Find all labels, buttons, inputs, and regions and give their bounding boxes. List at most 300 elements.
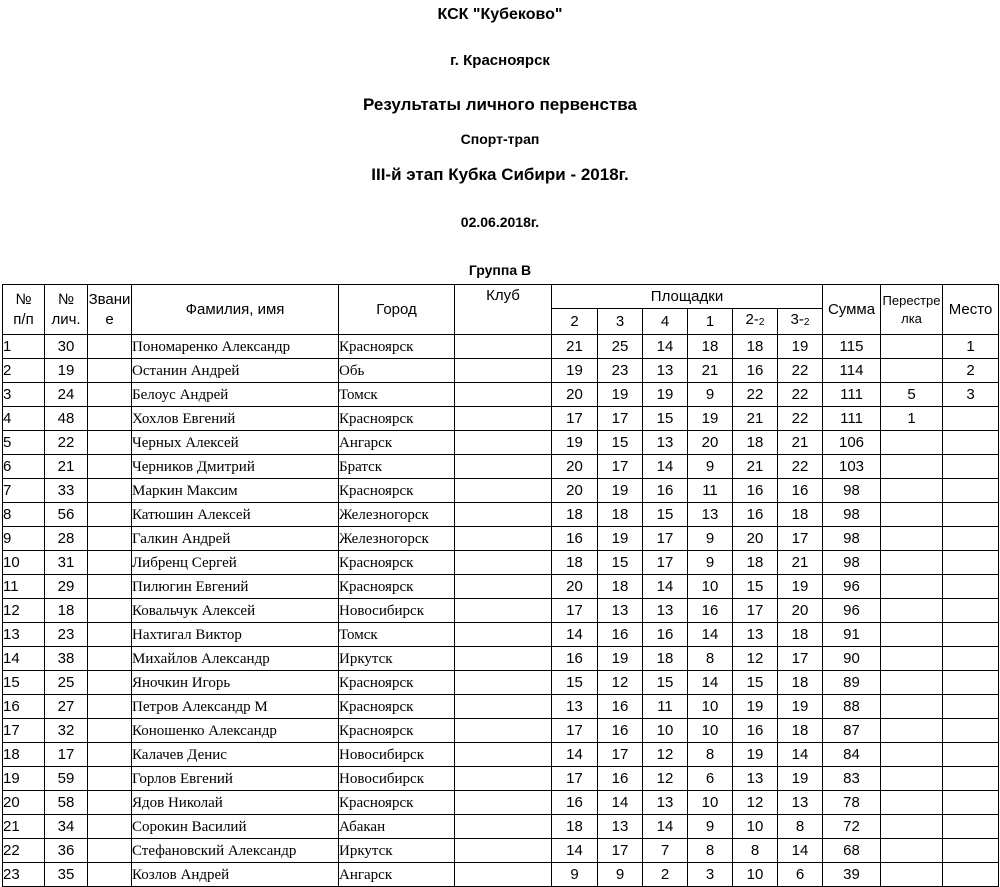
cell-license: 19 xyxy=(45,359,88,383)
cell-range-4: 20 xyxy=(688,431,733,455)
cell-range-1: 13 xyxy=(552,695,598,719)
cell-number: 5 xyxy=(3,431,45,455)
cell-city: Томск xyxy=(339,383,455,407)
cell-name: Горлов Евгений xyxy=(132,767,339,791)
cell-rank xyxy=(88,863,132,887)
cell-range-6: 22 xyxy=(778,407,823,431)
cell-range-5: 12 xyxy=(733,647,778,671)
cell-place xyxy=(943,719,999,743)
cell-sum: 91 xyxy=(823,623,881,647)
cell-place xyxy=(943,767,999,791)
col-header-name: Фамилия, имя xyxy=(132,285,339,335)
col-header-range-5: $2-_2$ xyxy=(733,309,778,335)
cell-range-2: 23 xyxy=(598,359,643,383)
cell-range-6: 14 xyxy=(778,743,823,767)
cell-range-1: 18 xyxy=(552,551,598,575)
cell-range-5: 18 xyxy=(733,335,778,359)
cell-number: 22 xyxy=(3,839,45,863)
club-name: КСК "Кубеково" xyxy=(437,6,563,23)
cell-name: Козлов Андрей xyxy=(132,863,339,887)
cell-sum: 114 xyxy=(823,359,881,383)
cell-range-4: 13 xyxy=(688,503,733,527)
table-row xyxy=(3,407,999,431)
col-header-license xyxy=(45,285,88,335)
cell-range-6: 17 xyxy=(778,647,823,671)
cell-range-3: 13 xyxy=(643,599,688,623)
cell-name: Черников Дмитрий xyxy=(132,455,339,479)
cell-city: Красноярск xyxy=(339,695,455,719)
cell-shootoff xyxy=(881,359,943,383)
cell-range-4: 18 xyxy=(688,335,733,359)
cell-shootoff xyxy=(881,479,943,503)
cell-sum: 106 xyxy=(823,431,881,455)
cell-range-4: 16 xyxy=(688,599,733,623)
cell-range-2: 14 xyxy=(598,791,643,815)
col-header-shootoff xyxy=(881,285,943,335)
cell-range-6: 20 xyxy=(778,599,823,623)
cell-city: Новосибирск xyxy=(339,767,455,791)
cell-city: Красноярск xyxy=(339,479,455,503)
cell-number: 17 xyxy=(3,719,45,743)
table-row xyxy=(3,503,999,527)
cell-number: 3 xyxy=(3,383,45,407)
cell-number: 19 xyxy=(3,767,45,791)
cell-range-2: 19 xyxy=(598,383,643,407)
cell-name: Маркин Максим xyxy=(132,479,339,503)
cell-range-2: 18 xyxy=(598,575,643,599)
cell-range-3: 14 xyxy=(643,815,688,839)
cell-rank xyxy=(88,503,132,527)
cell-shootoff xyxy=(881,455,943,479)
cell-name: Галкин Андрей xyxy=(132,527,339,551)
cell-range-3: 10 xyxy=(643,719,688,743)
cell-sum: 39 xyxy=(823,863,881,887)
cell-place xyxy=(943,671,999,695)
cell-license: 48 xyxy=(45,407,88,431)
cell-range-6: 8 xyxy=(778,815,823,839)
cell-shootoff xyxy=(881,791,943,815)
cell-shootoff xyxy=(881,599,943,623)
cell-number: 10 xyxy=(3,551,45,575)
cell-range-5: 19 xyxy=(733,743,778,767)
cell-range-5: 8 xyxy=(733,839,778,863)
cell-range-4: 10 xyxy=(688,719,733,743)
cell-range-2: 17 xyxy=(598,839,643,863)
cell-range-3: 15 xyxy=(643,503,688,527)
cell-range-2: 15 xyxy=(598,431,643,455)
cell-range-1: 20 xyxy=(552,383,598,407)
cell-range-5: 13 xyxy=(733,623,778,647)
cell-license: 18 xyxy=(45,599,88,623)
cell-range-1: 14 xyxy=(552,623,598,647)
cell-range-4: 21 xyxy=(688,359,733,383)
cell-range-3: 13 xyxy=(643,791,688,815)
cell-sum: 84 xyxy=(823,743,881,767)
cell-license: 29 xyxy=(45,575,88,599)
cell-range-1: 17 xyxy=(552,767,598,791)
cell-range-4: 9 xyxy=(688,527,733,551)
cell-number: 1 xyxy=(3,335,45,359)
cell-shootoff: 5 xyxy=(881,383,943,407)
cell-place xyxy=(943,743,999,767)
cell-city: Абакан xyxy=(339,815,455,839)
cell-range-2: 15 xyxy=(598,551,643,575)
table-row xyxy=(3,599,999,623)
cell-range-2: 13 xyxy=(598,815,643,839)
cell-club xyxy=(455,647,552,671)
cell-range-6: 19 xyxy=(778,335,823,359)
cell-rank xyxy=(88,719,132,743)
cell-range-4: 8 xyxy=(688,839,733,863)
cell-rank xyxy=(88,455,132,479)
cell-sum: 98 xyxy=(823,527,881,551)
col-header-range-3: 4 xyxy=(643,309,688,335)
cell-sum: 111 xyxy=(823,407,881,431)
cell-sum: 103 xyxy=(823,455,881,479)
table-row xyxy=(3,743,999,767)
cell-number: 9 xyxy=(3,527,45,551)
col-header-license-line1: № xyxy=(57,290,75,308)
cell-range-3: 13 xyxy=(643,431,688,455)
cell-range-1: 17 xyxy=(552,599,598,623)
cell-license: 21 xyxy=(45,455,88,479)
cell-range-3: 12 xyxy=(643,767,688,791)
cell-number: 2 xyxy=(3,359,45,383)
cell-range-1: 9 xyxy=(552,863,598,887)
cell-club xyxy=(455,335,552,359)
cell-range-6: 21 xyxy=(778,551,823,575)
cell-license: 35 xyxy=(45,863,88,887)
cell-range-4: 9 xyxy=(688,551,733,575)
cell-range-4: 8 xyxy=(688,647,733,671)
col-header-sum: Сумма xyxy=(823,285,881,335)
cell-range-6: 22 xyxy=(778,359,823,383)
cell-range-3: 18 xyxy=(643,647,688,671)
cell-range-3: 11 xyxy=(643,695,688,719)
cell-place xyxy=(943,431,999,455)
cell-rank xyxy=(88,743,132,767)
cell-range-1: 14 xyxy=(552,743,598,767)
cell-number: 8 xyxy=(3,503,45,527)
cell-name: Хохлов Евгений xyxy=(132,407,339,431)
cell-number: 12 xyxy=(3,599,45,623)
cell-rank xyxy=(88,839,132,863)
cell-shootoff xyxy=(881,575,943,599)
cell-number: 14 xyxy=(3,647,45,671)
cell-name: Пилюгин Евгений xyxy=(132,575,339,599)
cell-city: Новосибирск xyxy=(339,743,455,767)
cell-place: 2 xyxy=(943,359,999,383)
cell-range-2: 16 xyxy=(598,719,643,743)
cell-name: Сорокин Василий xyxy=(132,815,339,839)
cell-range-6: 19 xyxy=(778,695,823,719)
cell-shootoff xyxy=(881,503,943,527)
results-table xyxy=(2,284,999,887)
cell-place xyxy=(943,863,999,887)
cell-club xyxy=(455,599,552,623)
cell-range-6: 13 xyxy=(778,791,823,815)
cell-range-1: 20 xyxy=(552,575,598,599)
cell-sum: 89 xyxy=(823,671,881,695)
cell-city: Красноярск xyxy=(339,671,455,695)
cell-place xyxy=(943,695,999,719)
cell-license: 33 xyxy=(45,479,88,503)
cell-range-2: 16 xyxy=(598,623,643,647)
cell-range-2: 17 xyxy=(598,455,643,479)
cell-club xyxy=(455,575,552,599)
cell-range-6: 19 xyxy=(778,767,823,791)
cell-place xyxy=(943,599,999,623)
cell-range-6: 14 xyxy=(778,839,823,863)
cell-place: 1 xyxy=(943,335,999,359)
cell-place xyxy=(943,647,999,671)
table-row xyxy=(3,767,999,791)
cell-range-3: 19 xyxy=(643,383,688,407)
cell-city: Новосибирск xyxy=(339,599,455,623)
cell-range-3: 12 xyxy=(643,743,688,767)
cell-rank xyxy=(88,647,132,671)
cell-place xyxy=(943,479,999,503)
cell-range-3: 14 xyxy=(643,455,688,479)
cell-club xyxy=(455,527,552,551)
cell-range-1: 15 xyxy=(552,671,598,695)
cell-range-2: 19 xyxy=(598,479,643,503)
cell-shootoff xyxy=(881,647,943,671)
cell-range-3: 2 xyxy=(643,863,688,887)
table-row xyxy=(3,551,999,575)
cell-range-3: 13 xyxy=(643,359,688,383)
cell-club xyxy=(455,383,552,407)
cell-range-1: 16 xyxy=(552,527,598,551)
cell-range-1: 21 xyxy=(552,335,598,359)
cell-range-5: 15 xyxy=(733,575,778,599)
cell-sum: 111 xyxy=(823,383,881,407)
table-row xyxy=(3,383,999,407)
cell-range-6: 18 xyxy=(778,623,823,647)
cell-range-3: 15 xyxy=(643,671,688,695)
cell-range-1: 20 xyxy=(552,479,598,503)
cell-shootoff xyxy=(881,527,943,551)
cell-range-5: 19 xyxy=(733,695,778,719)
cell-license: 58 xyxy=(45,791,88,815)
cell-range-1: 17 xyxy=(552,407,598,431)
city-name: г. Красноярск xyxy=(450,52,550,69)
cell-city: Красноярск xyxy=(339,551,455,575)
cell-range-2: 17 xyxy=(598,407,643,431)
cell-club xyxy=(455,623,552,647)
col-header-rank xyxy=(88,285,132,335)
cell-place: 3 xyxy=(943,383,999,407)
cell-name: Стефановский Александр xyxy=(132,839,339,863)
cell-rank xyxy=(88,527,132,551)
cell-range-2: 9 xyxy=(598,863,643,887)
cell-range-4: 9 xyxy=(688,455,733,479)
cell-range-2: 16 xyxy=(598,767,643,791)
cell-place xyxy=(943,815,999,839)
cell-license: 24 xyxy=(45,383,88,407)
table-row xyxy=(3,791,999,815)
cell-rank xyxy=(88,407,132,431)
cell-license: 30 xyxy=(45,335,88,359)
table-row xyxy=(3,863,999,887)
cell-range-2: 19 xyxy=(598,647,643,671)
cell-range-6: 17 xyxy=(778,527,823,551)
cell-number: 13 xyxy=(3,623,45,647)
cell-sum: 68 xyxy=(823,839,881,863)
cell-range-6: 19 xyxy=(778,575,823,599)
cell-city: Ангарск xyxy=(339,431,455,455)
cell-club xyxy=(455,551,552,575)
cell-range-5: 18 xyxy=(733,551,778,575)
cell-place xyxy=(943,623,999,647)
cell-name: Петров Александр М xyxy=(132,695,339,719)
cell-club xyxy=(455,671,552,695)
cell-name: Белоус Андрей xyxy=(132,383,339,407)
col-header-rank-label: Звание xyxy=(88,290,131,328)
cell-range-3: 17 xyxy=(643,551,688,575)
cell-range-6: 22 xyxy=(778,383,823,407)
cell-rank xyxy=(88,431,132,455)
cell-name: Яночкин Игорь xyxy=(132,671,339,695)
cell-place xyxy=(943,455,999,479)
cell-range-1: 16 xyxy=(552,791,598,815)
cell-club xyxy=(455,791,552,815)
col-header-range-1: 2 xyxy=(552,309,598,335)
table-row xyxy=(3,719,999,743)
cell-range-5: 10 xyxy=(733,815,778,839)
cell-sum: 98 xyxy=(823,551,881,575)
cell-number: 20 xyxy=(3,791,45,815)
cell-range-2: 12 xyxy=(598,671,643,695)
cell-club xyxy=(455,431,552,455)
cell-shootoff xyxy=(881,623,943,647)
cell-name: Михайлов Александр xyxy=(132,647,339,671)
col-header-range-6: $3-_2$ xyxy=(778,309,823,335)
cell-sum: 115 xyxy=(823,335,881,359)
cell-place xyxy=(943,551,999,575)
cell-shootoff xyxy=(881,719,943,743)
cell-range-4: 11 xyxy=(688,479,733,503)
cell-license: 59 xyxy=(45,767,88,791)
cell-range-6: 6 xyxy=(778,863,823,887)
table-row xyxy=(3,431,999,455)
cell-range-4: 19 xyxy=(688,407,733,431)
cell-range-1: 18 xyxy=(552,815,598,839)
cell-city: Красноярск xyxy=(339,575,455,599)
cell-license: 36 xyxy=(45,839,88,863)
cell-range-6: 16 xyxy=(778,479,823,503)
cell-shootoff xyxy=(881,695,943,719)
cell-name: Пономаренко Александр xyxy=(132,335,339,359)
cell-license: 25 xyxy=(45,671,88,695)
group-label: Группа В xyxy=(468,262,532,278)
cell-city: Ангарск xyxy=(339,863,455,887)
cell-license: 23 xyxy=(45,623,88,647)
cell-name: Катюшин Алексей xyxy=(132,503,339,527)
table-row xyxy=(3,671,999,695)
cell-range-5: 15 xyxy=(733,671,778,695)
cell-range-2: 17 xyxy=(598,743,643,767)
event-title: III-й этап Кубка Сибири - 2018г. xyxy=(371,165,629,184)
cell-range-4: 14 xyxy=(688,671,733,695)
col-header-place: Место xyxy=(943,285,999,335)
cell-range-5: 21 xyxy=(733,407,778,431)
cell-range-6: 18 xyxy=(778,719,823,743)
cell-city: Красноярск xyxy=(339,407,455,431)
cell-range-3: 16 xyxy=(643,479,688,503)
cell-rank xyxy=(88,695,132,719)
cell-sum: 78 xyxy=(823,791,881,815)
cell-range-3: 15 xyxy=(643,407,688,431)
table-row xyxy=(3,575,999,599)
cell-city: Красноярск xyxy=(339,719,455,743)
cell-range-2: 16 xyxy=(598,695,643,719)
cell-range-1: 14 xyxy=(552,839,598,863)
table-row xyxy=(3,455,999,479)
table-row xyxy=(3,815,999,839)
cell-range-1: 19 xyxy=(552,359,598,383)
cell-range-1: 19 xyxy=(552,431,598,455)
cell-range-1: 20 xyxy=(552,455,598,479)
cell-number: 16 xyxy=(3,695,45,719)
cell-number: 11 xyxy=(3,575,45,599)
cell-license: 22 xyxy=(45,431,88,455)
table-row xyxy=(3,359,999,383)
cell-name: Калачев Денис xyxy=(132,743,339,767)
cell-name: Ковальчук Алексей xyxy=(132,599,339,623)
cell-range-2: 25 xyxy=(598,335,643,359)
cell-city: Иркутск xyxy=(339,839,455,863)
table-row xyxy=(3,839,999,863)
cell-name: Нахтигал Виктор xyxy=(132,623,339,647)
cell-name: Останин Андрей xyxy=(132,359,339,383)
cell-rank xyxy=(88,671,132,695)
cell-rank xyxy=(88,551,132,575)
cell-range-3: 7 xyxy=(643,839,688,863)
cell-range-3: 14 xyxy=(643,575,688,599)
cell-range-3: 16 xyxy=(643,623,688,647)
table-row xyxy=(3,335,999,359)
cell-place xyxy=(943,503,999,527)
cell-rank xyxy=(88,479,132,503)
cell-shootoff xyxy=(881,815,943,839)
cell-range-5: 17 xyxy=(733,599,778,623)
col-header-number xyxy=(3,285,45,335)
col-header-club: Клуб xyxy=(455,285,552,335)
cell-place xyxy=(943,791,999,815)
cell-range-5: 13 xyxy=(733,767,778,791)
cell-shootoff: 1 xyxy=(881,407,943,431)
cell-range-4: 9 xyxy=(688,815,733,839)
cell-name: Черных Алексей xyxy=(132,431,339,455)
cell-city: Красноярск xyxy=(339,791,455,815)
cell-sum: 96 xyxy=(823,599,881,623)
cell-rank xyxy=(88,335,132,359)
cell-license: 27 xyxy=(45,695,88,719)
cell-range-5: 10 xyxy=(733,863,778,887)
cell-rank xyxy=(88,575,132,599)
table-row xyxy=(3,527,999,551)
cell-range-6: 18 xyxy=(778,671,823,695)
cell-shootoff xyxy=(881,551,943,575)
cell-rank xyxy=(88,359,132,383)
cell-club xyxy=(455,503,552,527)
cell-shootoff xyxy=(881,863,943,887)
cell-range-4: 10 xyxy=(688,791,733,815)
cell-sum: 98 xyxy=(823,479,881,503)
cell-club xyxy=(455,767,552,791)
cell-sum: 90 xyxy=(823,647,881,671)
